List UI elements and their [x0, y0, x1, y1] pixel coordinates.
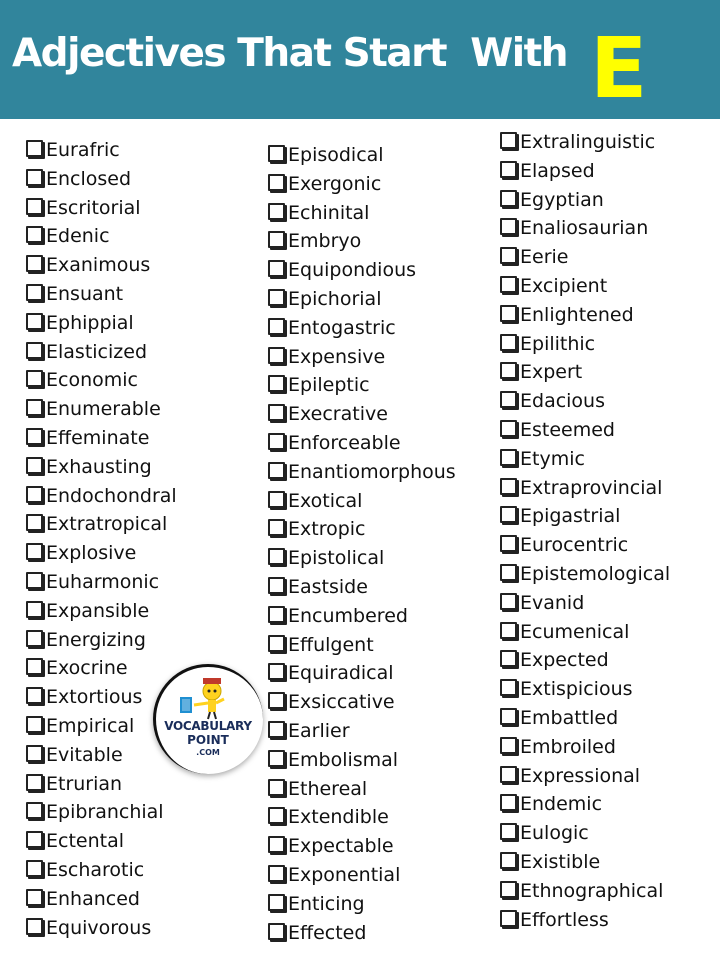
word-item [500, 474, 670, 503]
word-item [500, 704, 670, 733]
word-item [500, 906, 670, 935]
checkbox-icon [26, 543, 43, 560]
word-text: Ethnographical [520, 879, 664, 902]
word-item [268, 544, 456, 573]
word-item [268, 285, 456, 314]
word-item [26, 539, 177, 568]
word-text: Extortious [46, 686, 143, 709]
word-text: Expert [520, 361, 583, 384]
word-item [500, 330, 670, 359]
checkbox-icon [26, 428, 43, 445]
checkbox-icon [26, 169, 43, 186]
word-text: Ensuant [46, 282, 124, 305]
word-item [268, 890, 456, 919]
checkbox-icon [500, 881, 517, 898]
checkbox-icon [500, 276, 517, 293]
checkbox-icon [500, 564, 517, 581]
logo-text-com: .COM [196, 748, 220, 757]
checkbox-icon [500, 679, 517, 696]
word-item [268, 170, 456, 199]
word-text: Ephippial [46, 311, 134, 334]
word-item [500, 531, 670, 560]
word-text: Egyptian [520, 188, 604, 211]
checkbox-icon [500, 362, 517, 379]
word-item [26, 827, 177, 856]
word-text: Epilithic [520, 332, 596, 355]
word-text: Ethereal [288, 777, 368, 800]
checkbox-icon [500, 305, 517, 322]
word-text: Exanimous [46, 254, 151, 277]
checkbox-icon [26, 399, 43, 416]
word-item [26, 424, 177, 453]
checkbox-icon [26, 630, 43, 647]
word-text: Ectental [46, 830, 125, 853]
word-text: Euharmonic [46, 570, 160, 593]
word-text: Epichorial [288, 287, 382, 310]
checkbox-icon [500, 478, 517, 495]
word-item [268, 659, 456, 688]
checkbox-icon [268, 289, 285, 306]
word-item [500, 848, 670, 877]
checkbox-icon [26, 226, 43, 243]
checkbox-icon [268, 491, 285, 508]
word-item [26, 856, 177, 885]
word-item [268, 919, 456, 948]
word-text: Eulogic [520, 822, 589, 845]
word-item [268, 199, 456, 228]
word-text: Earlier [288, 719, 350, 742]
checkbox-icon [26, 514, 43, 531]
checkbox-icon [500, 391, 517, 408]
checkbox-icon [500, 650, 517, 667]
checkbox-icon [500, 449, 517, 466]
checkbox-icon [268, 923, 285, 940]
word-item [500, 618, 670, 647]
word-text: Embolismal [288, 748, 399, 771]
checkbox-icon [500, 593, 517, 610]
checkbox-icon [500, 247, 517, 264]
word-text: Endemic [520, 793, 603, 816]
word-item [268, 515, 456, 544]
checkbox-icon [26, 745, 43, 762]
word-item [26, 597, 177, 626]
checkbox-icon [268, 894, 285, 911]
word-text: Escharotic [46, 858, 145, 881]
word-text: Exocrine [46, 657, 128, 680]
checkbox-icon [500, 910, 517, 927]
checkbox-icon [26, 284, 43, 301]
word-text: Ecumenical [520, 620, 630, 643]
checkbox-icon [268, 203, 285, 220]
checkbox-icon [268, 519, 285, 536]
word-text: Extropic [288, 518, 366, 541]
word-text: Existible [520, 850, 601, 873]
word-item [500, 819, 670, 848]
word-item [26, 165, 177, 194]
checkbox-icon [268, 174, 285, 191]
word-text: Equiradical [288, 662, 394, 685]
word-text: Enumerable [46, 398, 161, 421]
word-item [26, 222, 177, 251]
word-item [500, 646, 670, 675]
checkbox-icon [268, 635, 285, 652]
word-text: Exsiccative [288, 691, 395, 714]
checkbox-icon [268, 692, 285, 709]
word-item [268, 803, 456, 832]
word-text: Evanid [520, 591, 585, 614]
checkbox-icon [500, 737, 517, 754]
word-text: Enhanced [46, 887, 140, 910]
word-text: Etrurian [46, 772, 123, 795]
word-item [26, 482, 177, 511]
word-item [268, 688, 456, 717]
word-text: Eurocentric [520, 534, 629, 557]
checkbox-icon [268, 318, 285, 335]
checkbox-icon [268, 663, 285, 680]
word-item [268, 602, 456, 631]
checkbox-icon [26, 342, 43, 359]
word-text: Empirical [46, 714, 135, 737]
checkbox-icon [500, 708, 517, 725]
word-text: Entogastric [288, 316, 396, 339]
word-text: Effeminate [46, 426, 150, 449]
word-item [500, 445, 670, 474]
checkbox-icon [268, 779, 285, 796]
word-text: Equipondious [288, 259, 417, 282]
word-item [268, 717, 456, 746]
word-text: Expected [520, 649, 609, 672]
checkbox-icon [268, 750, 285, 767]
word-item [500, 416, 670, 445]
checkbox-icon [26, 457, 43, 474]
word-text: Equivorous [46, 916, 152, 939]
checkbox-icon [268, 462, 285, 479]
checkbox-icon [268, 548, 285, 565]
word-item [500, 128, 670, 157]
checkbox-icon [500, 622, 517, 639]
checkbox-icon [500, 218, 517, 235]
word-text: Explosive [46, 542, 137, 565]
word-item [26, 654, 177, 683]
word-item [26, 914, 177, 943]
word-text: Esteemed [520, 418, 615, 441]
header-banner [0, 0, 720, 119]
word-column-2 [268, 141, 456, 947]
word-item [26, 194, 177, 223]
word-text: Extratropical [46, 513, 168, 536]
word-column-1 [26, 136, 177, 942]
word-item [500, 214, 670, 243]
checkbox-icon [500, 766, 517, 783]
word-item [268, 141, 456, 170]
word-text: Endochondral [46, 484, 177, 507]
checkbox-icon [26, 918, 43, 935]
word-item [500, 877, 670, 906]
word-item [26, 366, 177, 395]
word-item [268, 458, 456, 487]
word-item [500, 387, 670, 416]
word-text: Epistemological [520, 562, 671, 585]
word-text: Expensive [288, 345, 386, 368]
word-text: Embattled [520, 706, 619, 729]
word-item [500, 157, 670, 186]
word-item [268, 314, 456, 343]
word-item [268, 861, 456, 890]
checkbox-icon [500, 420, 517, 437]
checkbox-icon [268, 404, 285, 421]
word-text: Enticing [288, 892, 365, 915]
checkbox-icon [26, 370, 43, 387]
checkbox-icon [26, 198, 43, 215]
word-item [26, 338, 177, 367]
word-text: Enlightened [520, 303, 634, 326]
word-text: Excipient [520, 274, 608, 297]
word-item [268, 343, 456, 372]
word-text: Effulgent [288, 633, 374, 656]
checkbox-icon [268, 433, 285, 450]
word-item [26, 568, 177, 597]
checkbox-icon [268, 231, 285, 248]
word-column-3 [500, 128, 670, 934]
word-item [500, 733, 670, 762]
logo-text-vocabulary: VOCABULARY [164, 719, 252, 733]
vocabulary-point-logo [153, 664, 263, 774]
word-item [26, 885, 177, 914]
word-text: Edacious [520, 390, 605, 413]
checkbox-icon [26, 687, 43, 704]
word-text: Elapsed [520, 159, 595, 182]
checkbox-icon [268, 375, 285, 392]
checkbox-icon [500, 334, 517, 351]
word-text: Expressional [520, 764, 641, 787]
word-text: Encumbered [288, 604, 408, 627]
checkbox-icon [500, 535, 517, 552]
word-text: Energizing [46, 628, 146, 651]
checkbox-icon [26, 601, 43, 618]
word-item [26, 798, 177, 827]
word-item [268, 227, 456, 256]
checkbox-icon [268, 347, 285, 364]
word-item [26, 510, 177, 539]
checkbox-icon [500, 852, 517, 869]
word-item [268, 256, 456, 285]
word-text: Embryo [288, 230, 362, 253]
checkbox-icon [26, 889, 43, 906]
word-text: Extraprovincial [520, 476, 663, 499]
word-item [268, 573, 456, 602]
checkbox-icon [26, 140, 43, 157]
word-item [500, 502, 670, 531]
word-item [500, 675, 670, 704]
word-item [500, 589, 670, 618]
word-item [26, 251, 177, 280]
word-item [268, 631, 456, 660]
checkbox-icon [26, 255, 43, 272]
word-text: Enclosed [46, 167, 132, 190]
word-text: Embroiled [520, 735, 616, 758]
checkbox-icon [500, 190, 517, 207]
checkbox-icon [500, 823, 517, 840]
checkbox-icon [500, 506, 517, 523]
checkbox-icon [268, 721, 285, 738]
word-item [500, 243, 670, 272]
checkbox-icon [500, 794, 517, 811]
word-item [500, 186, 670, 215]
word-item [268, 746, 456, 775]
word-item [26, 395, 177, 424]
word-text: Epileptic [288, 374, 370, 397]
checkbox-icon [26, 486, 43, 503]
word-text: Exponential [288, 863, 401, 886]
word-text: Echinital [288, 201, 370, 224]
word-text: Effortless [520, 908, 609, 931]
word-item [26, 309, 177, 338]
logo-text-point: POINT [187, 733, 229, 747]
word-text: Extendible [288, 806, 389, 829]
checkbox-icon [26, 313, 43, 330]
word-item [500, 762, 670, 791]
word-item [268, 775, 456, 804]
word-item [500, 272, 670, 301]
checkbox-icon [268, 606, 285, 623]
checkbox-icon [268, 577, 285, 594]
word-text: Expectable [288, 835, 394, 858]
word-item [500, 560, 670, 589]
checkbox-icon [268, 260, 285, 277]
word-text: Enforceable [288, 431, 401, 454]
word-item [500, 790, 670, 819]
checkbox-icon [268, 145, 285, 162]
checkbox-icon [26, 658, 43, 675]
checkbox-icon [268, 836, 285, 853]
word-text: Eerie [520, 246, 569, 269]
word-text: Eastside [288, 575, 368, 598]
word-item [26, 136, 177, 165]
checkbox-icon [26, 860, 43, 877]
word-item [268, 832, 456, 861]
checkbox-icon [26, 802, 43, 819]
word-text: Episodical [288, 144, 384, 166]
word-text: Escritorial [46, 196, 141, 219]
word-text: Extralinguistic [520, 131, 656, 153]
word-item [268, 429, 456, 458]
mascot-icon [178, 675, 238, 721]
checkbox-icon [26, 774, 43, 791]
word-text: Epigastrial [520, 505, 621, 528]
word-text: Exotical [288, 489, 363, 512]
word-text: Epistolical [288, 547, 385, 570]
word-item [500, 301, 670, 330]
word-text: Etymic [520, 447, 585, 470]
word-text: Enantiomorphous [288, 460, 456, 483]
word-item [500, 358, 670, 387]
word-text: Effected [288, 921, 367, 944]
word-text: Extispicious [520, 678, 633, 701]
checkbox-icon [500, 161, 517, 178]
checkbox-icon [500, 132, 517, 149]
word-text: Exhausting [46, 455, 152, 478]
word-text: Expansible [46, 599, 150, 622]
word-item [268, 487, 456, 516]
word-text: Execrative [288, 403, 388, 426]
word-text: Epibranchial [46, 801, 164, 824]
word-item [26, 626, 177, 655]
checkbox-icon [268, 865, 285, 882]
word-text: Economic [46, 369, 138, 392]
title-letter: E [590, 19, 648, 117]
checkbox-icon [26, 831, 43, 848]
word-item [26, 453, 177, 482]
word-text: Exergonic [288, 172, 382, 195]
checkbox-icon [26, 716, 43, 733]
word-text: Elasticized [46, 340, 148, 363]
word-text: Edenic [46, 225, 110, 248]
word-item [26, 280, 177, 309]
word-item [268, 400, 456, 429]
word-item [26, 770, 177, 799]
checkbox-icon [268, 807, 285, 824]
word-item [26, 741, 177, 770]
word-text: Evitable [46, 743, 123, 766]
word-text: Enaliosaurian [520, 217, 649, 240]
word-item [268, 371, 456, 400]
word-text: Eurafric [46, 139, 120, 161]
checkbox-icon [26, 572, 43, 589]
page-title: Adjectives That Start With [12, 31, 567, 76]
